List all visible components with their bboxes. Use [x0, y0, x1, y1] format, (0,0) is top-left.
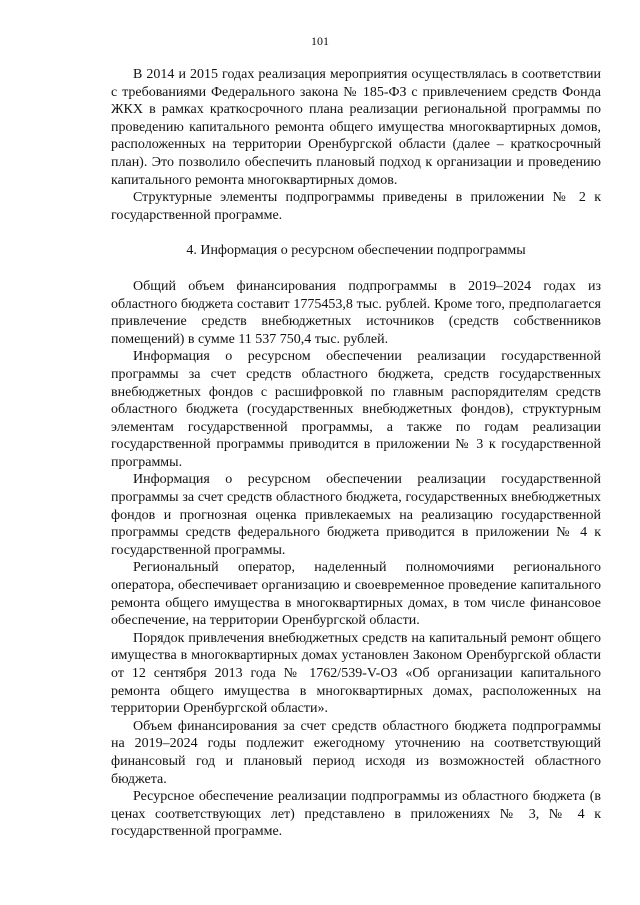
paragraph-resource-appendices: Ресурсное обеспечение реализации подпрограммы из областного бюджета (в ценах соответствующих лет) представлено в приложениях № 3, № 4 к государственной программе. — [111, 789, 601, 840]
paragraph-total-financing: Общий объем финансирования подпрограммы в 2019–2024 годах из областного бюджета составит 1775453,8 тыс. рублей. Кроме того, предполагается привлечение средств внебюджетных источников (средств собственников помещений) в сумме 11 537 750,4 тыс. рублей. — [111, 278, 601, 347]
document-body — [111, 66, 601, 841]
paragraph-annual-adjustment: Объем финансирования за счет средств областного бюджета подпрограммы на 2019–2024 годы подлежит ежегодному уточнению на соответствующий финансовый год и плановый период исходя из возможностей областного бюджета. — [111, 718, 601, 787]
paragraph-extrabudgetary-procedure: Порядок привлечения внебюджетных средств на капитальный ремонт общего имущества в многоквартирных домах установлен Законом Оренбургской области от 12 сентября 2013 года № 1762/539-V-ОЗ «Об организации капитального ремонта общего имущества в многоквартирных домах, расположенных на территории Оренбургской области». — [111, 630, 601, 717]
paragraph-structural-elements: Структурные элементы подпрограммы приведены в приложении № 2 к государственной программе. — [111, 190, 601, 223]
page-number: 101 — [311, 34, 329, 48]
paragraph-resource-info-appendix-4: Информация о ресурсном обеспечении реализации государственной программы за счет средств областного бюджета, государственных внебюджетных фондов и прогнозная оценка привлекаемых на реализацию государственной программы средств федерального бюджета приводится в приложении № 4 к государственной программы. — [111, 472, 601, 558]
paragraph-regional-operator: Региональный оператор, наделенный полномочиями регионального оператора, обеспечивает организацию и своевременное проведение капитального ремонта общего имущества в многоквартирных домах, в том числе финансовое обеспечение, на территории Оренбургской области. — [111, 560, 601, 629]
paragraph-resource-info-appendix-3: Информация о ресурсном обеспечении реализации государственной программы за счет средств областного бюджета, средств государственных внебюджетных фондов с расшифровкой по главным распорядителям средств областного бюджета (государственных внебюджетных фондов), структурным элементам государственной программы, а также по годам реализации государственной программы приводится в приложении № 3 к государственной программы. — [111, 349, 601, 470]
section-heading: 4. Информация о ресурсном обеспечении подпрограммы — [186, 243, 526, 259]
paragraph-2014-2015-funding: В 2014 и 2015 годах реализация мероприятия осуществлялась в соответствии с требованиями Федерального закона № 185-ФЗ с привлечением средств Фонда ЖКХ в рамках краткосрочного плана реализации региональной программы по проведению капитального ремонта общего имущества многоквартирных домов, расположенных на территории Оренбургской области (далее – краткосрочный план). Это позволило обеспечить плановый подход к организации и проведению капитального ремонта многоквартирных домов. — [111, 67, 601, 188]
